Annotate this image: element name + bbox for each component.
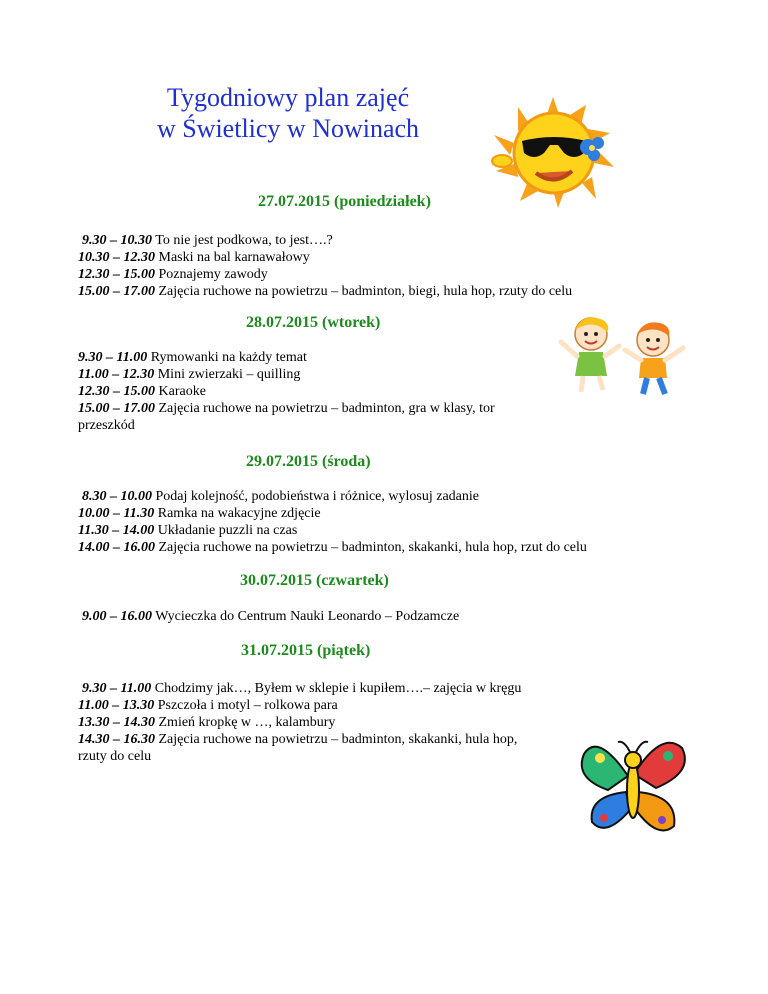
activity-text: To nie jest podkowa, to jest….? [152,233,333,248]
schedule-item [78,266,572,283]
activity-text: Podaj kolejność, podobieństwa i różnice, wylosuj zadanie [152,489,479,504]
schedule-item [78,680,548,697]
schedule-item [78,366,548,383]
time-range: 9.30 – 11.00 [82,681,152,696]
schedule-item [78,608,459,625]
schedule-monday [78,232,572,300]
activity-text: Karaoke [155,384,206,399]
time-range: 14.00 – 16.00 [78,540,155,555]
time-range: 8.30 – 10.00 [82,489,152,504]
activity-text: Zajęcia ruchowe na powietrzu – badminton, skakanki, hula hop, rzut do celu [155,540,587,555]
activity-text: Rymowanki na każdy temat [147,350,307,365]
schedule-wednesday [78,488,587,556]
day-heading-tuesday: 28.07.2015 (wtorek) [246,314,381,331]
schedule-item [78,349,548,366]
schedule-thursday [78,608,459,625]
time-range: 15.00 – 17.00 [78,284,155,299]
time-range: 13.30 – 14.30 [78,715,155,730]
activity-text: Zajęcia ruchowe na powietrzu – badminton, skakanki, hula hop, rzuty do celu [78,732,518,764]
schedule-friday [78,680,548,765]
activity-text: Wycieczka do Centrum Nauki Leonardo – Podzamcze [152,609,460,624]
activity-text: Zajęcia ruchowe na powietrzu – badminton, biegi, hula hop, rzuty do celu [155,284,573,299]
time-range: 14.30 – 16.30 [78,732,155,747]
schedule-item [78,505,587,522]
activity-text: Pszczoła i motyl – rolkowa para [154,698,338,713]
day-heading-thursday: 30.07.2015 (czwartek) [240,572,389,589]
activity-text: Chodzimy jak…, Byłem w sklepie i kupiłem….– zajęcia w kręgu [151,681,522,696]
schedule-item [78,731,548,765]
activity-text: Maski na bal karnawałowy [155,250,310,265]
activity-text: Mini zwierzaki – quilling [154,367,301,382]
schedule-item [78,232,572,249]
document-title [118,82,458,144]
day-heading-monday: 27.07.2015 (poniedziałek) [258,193,431,210]
schedule-item [78,697,548,714]
schedule-item [78,249,572,266]
time-range: 9.30 – 10.30 [82,233,152,248]
time-range: 12.30 – 15.00 [78,384,155,399]
schedule-item [78,539,587,556]
activity-text: Ramka na wakacyjne zdjęcie [154,506,321,521]
time-range: 11.00 – 13.30 [78,698,155,713]
time-range: 12.30 – 15.00 [78,267,155,282]
day-heading-wednesday: 29.07.2015 (środa) [246,453,371,470]
activity-text: Zajęcia ruchowe na powietrzu – badminton, gra w klasy, tor przeszkód [78,401,495,433]
schedule-item [78,283,572,300]
jumping-kids-icon [553,310,693,398]
schedule-item [78,400,548,434]
sun-with-sunglasses-icon [488,95,618,210]
time-range: 11.30 – 14.00 [78,523,155,538]
schedule-item [78,522,587,539]
activity-text: Poznajemy zawody [155,267,268,282]
time-range: 10.30 – 12.30 [78,250,155,265]
butterfly-icon [578,738,690,840]
activity-text: Zmień kropkę w …, kalambury [155,715,336,730]
schedule-item [78,383,548,400]
time-range: 9.30 – 11.00 [78,350,148,365]
activity-text: Układanie puzzli na czas [154,523,298,538]
time-range: 11.00 – 12.30 [78,367,155,382]
schedule-item [78,488,587,505]
schedule-item [78,714,548,731]
time-range: 10.00 – 11.30 [78,506,155,521]
time-range: 9.00 – 16.00 [82,609,152,624]
day-heading-friday: 31.07.2015 (piątek) [241,642,371,659]
title-line-2: w Świetlicy w Nowinach [156,114,420,143]
title-line-1: Tygodniowy plan zajęć [166,83,410,112]
schedule-tuesday [78,349,548,434]
time-range: 15.00 – 17.00 [78,401,155,416]
